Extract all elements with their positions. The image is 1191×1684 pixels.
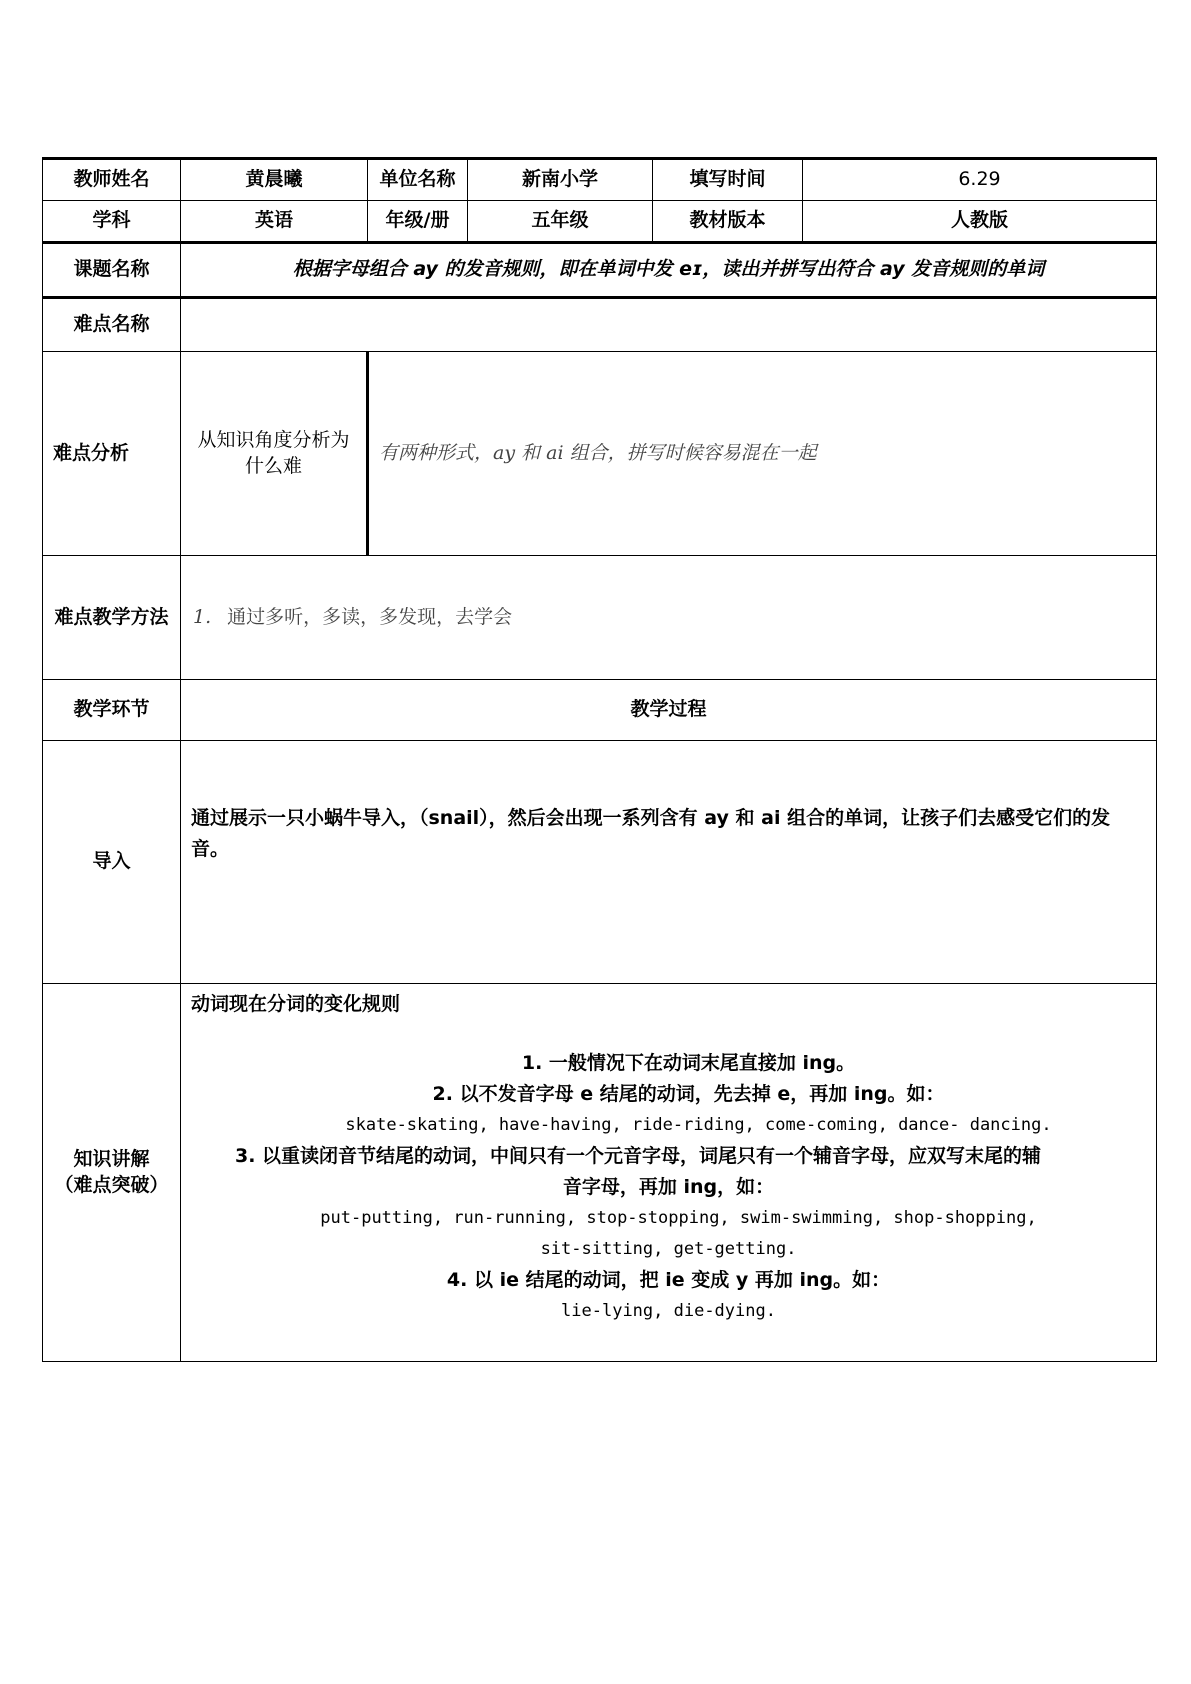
teaching-stage-label: 教学环节 (43, 680, 181, 741)
teaching-method-row (43, 556, 1157, 680)
rule-2-examples: skate-skating, have-having, ride-riding, come-coming, dance- dancing. (345, 1114, 1052, 1135)
fill-date-value: 6.29 (803, 159, 1157, 201)
process-header-row (43, 680, 1157, 741)
knowledge-label-line1: 知识讲解 (73, 1147, 150, 1170)
teaching-method-label: 难点教学方法 (43, 556, 181, 680)
grade-label: 年级/册 (368, 201, 468, 243)
intro-text: 通过展示一只小蜗牛导入，（snail），然后会出现一系列含有 ay 和 ai 组合的单词，让孩子们去感受它们的发音。 (181, 741, 1157, 984)
header-row-1 (43, 159, 1157, 201)
subject-value: 英语 (181, 201, 368, 243)
rule-3-line-2: 音字母，再加 ing，如： (562, 1175, 775, 1198)
knowledge-row (43, 984, 1157, 1362)
lesson-plan-form (42, 157, 1156, 1362)
topic-row (43, 243, 1157, 298)
teacher-name-value: 黄晨曦 (181, 159, 368, 201)
difficulty-name-label: 难点名称 (43, 298, 181, 352)
rule-2: 2. 以不发音字母 e 结尾的动词，先去掉 e，再加 ing。如： (432, 1082, 945, 1105)
difficulty-name-row (43, 298, 1157, 352)
unit-name-label: 单位名称 (368, 159, 468, 201)
difficulty-analysis-label: 难点分析 (43, 352, 181, 556)
teaching-process-label: 教学过程 (181, 680, 1157, 741)
analysis-sub-label: 从知识角度分析为什么难 (181, 352, 368, 556)
topic-value: 根据字母组合 ay 的发音规则，即在单词中发 eɪ，读出并拼写出符合 ay 发音规则的单词 (181, 243, 1157, 298)
fill-date-label: 填写时间 (653, 159, 803, 201)
analysis-value: 有两种形式，ay 和 ai 组合，拼写时候容易混在一起 (368, 352, 1157, 556)
teacher-name-label: 教师姓名 (43, 159, 181, 201)
edition-value: 人教版 (803, 201, 1157, 243)
intro-label: 导入 (43, 741, 181, 984)
rule-4: 4. 以 ie 结尾的动词，把 ie 变成 y 再加 ing。如： (446, 1268, 891, 1291)
topic-label: 课题名称 (43, 243, 181, 298)
knowledge-content (181, 984, 1157, 1362)
subject-label: 学科 (43, 201, 181, 243)
knowledge-label-line2: （难点突破） (54, 1173, 169, 1196)
rule-4-examples: lie-lying, die-dying. (561, 1300, 776, 1321)
rule-3-examples-line-2: sit-sitting, get-getting. (540, 1238, 797, 1259)
knowledge-label (43, 984, 181, 1362)
rule-3-examples-line-1: put-putting, run-running, stop-stopping, swim-swimming, shop-shopping, (320, 1207, 1037, 1228)
header-row-2 (43, 201, 1157, 243)
difficulty-name-value (181, 298, 1157, 352)
unit-name-value: 新南小学 (468, 159, 653, 201)
rule-3-line-1: 3. 以重读闭音节结尾的动词，中间只有一个元音字母，词尾只有一个辅音字母，应双写末尾的辅 (235, 1144, 1042, 1167)
lesson-plan-table (42, 157, 1157, 1362)
knowledge-heading: 动词现在分词的变化规则 (191, 993, 401, 1015)
teaching-method-cell (181, 556, 1157, 680)
method-item-text: 通过多听，多读，多发现，去学会 (227, 605, 513, 628)
difficulty-analysis-row (43, 352, 1157, 556)
method-item-number: 1. (193, 605, 212, 628)
intro-row (43, 741, 1157, 984)
edition-label: 教材版本 (653, 201, 803, 243)
rule-1: 1. 一般情况下在动词末尾直接加 ing。 (521, 1051, 856, 1074)
grade-value: 五年级 (468, 201, 653, 243)
